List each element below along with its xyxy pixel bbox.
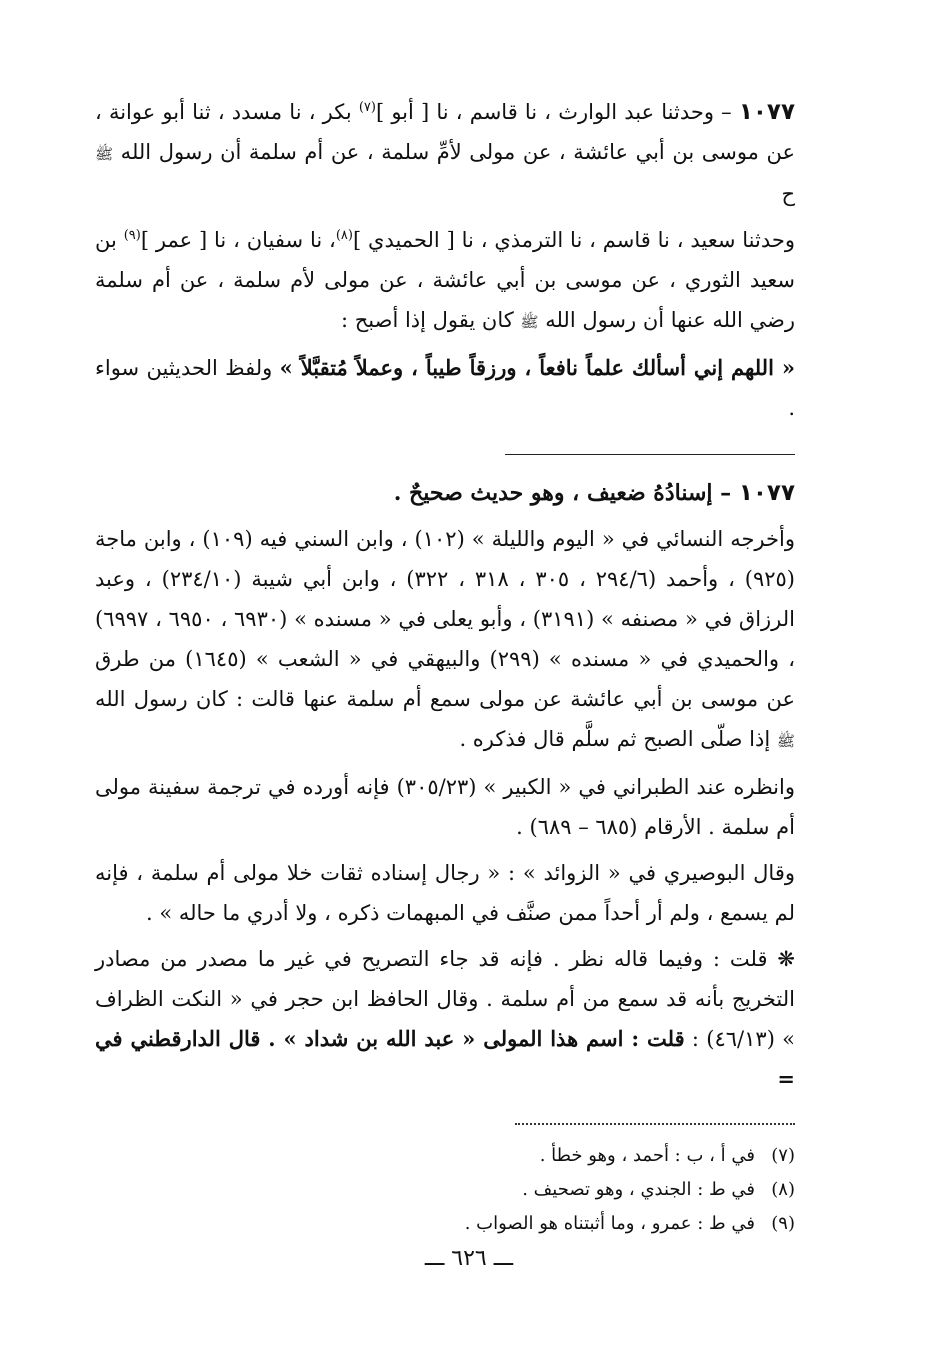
footnote-separator [515, 1123, 795, 1125]
footnote-8 [95, 1173, 795, 1207]
footnote-ref-8: (٨) [335, 228, 353, 243]
hadith-p2-d: كان يقول إذا أصبح : [340, 308, 521, 332]
salla-glyph: ﷺ [520, 313, 539, 331]
footnote-text: في ط : الجندي ، وهو تصحيف . [522, 1179, 755, 1200]
page-number: ـــ ٦٢٦ ـــ [424, 1246, 514, 1271]
footnote-text: في أ ، ب : أحمد ، وهو خطأ . [539, 1145, 755, 1166]
commentary-number: ١٠٧٧ [738, 480, 795, 506]
footnote-9 [95, 1207, 795, 1241]
footnote-ref-7: (٧) [358, 100, 376, 115]
footnote-number: (٨) [771, 1179, 795, 1200]
salla-glyph: ﷺ [95, 145, 114, 163]
hadith-paragraph-1 [95, 92, 795, 214]
hadith-p2-b: ، نا سفيان ، نا [ عمر ] [140, 228, 336, 252]
hadith-dash: – [714, 100, 739, 124]
footnote-text: في ط : عمرو ، وما أثبتناه هو الصواب . [464, 1213, 755, 1234]
commentary-c4-a: قلت : وفيما قاله نظر . فإنه قد جاء التصريح في غير ما مصدر من مصادر التخريج بأنه قد سمع من أم سلمة . وقال الحافظ ابن حجر في « النكت الظراف » (٤٦/١٣) : [95, 947, 796, 1051]
commentary-c4-b: قلت : اسم هذا المولى « عبد الله بن شداد » . قال الدارقطني في = [95, 1026, 795, 1091]
hadith-p1-end: ح [781, 182, 795, 206]
hadith-p1-rest: بكر ، نا مسدد ، ثنا أبو عوانة ، عن موسى بن أبي عائشة ، عن مولى لأمِّ سلمة ، عن أم سلمة أن رسول الله [95, 100, 795, 164]
hadith-p2-c: بن سعيد الثوري ، عن موسى بن أبي عائشة ، عن مولى لأم سلمة ، عن أم سلمة رضي الله عنها أن رسول الله [95, 228, 795, 332]
commentary-paragraph-3: وقال البوصيري في « الزوائد » : « رجال إسناده ثقات خلا مولى أم سلمة ، فإنه لم يسمع ، ولم أر أحداً ممن صنَّف في المبهمات ذكره ، ولا أدري ما حاله » . [95, 861, 795, 925]
commentary-heading [95, 473, 795, 513]
commentary-paragraph-4 [95, 939, 795, 1099]
dua-text: « اللهم إني أسألك علماً نافعاً ، ورزقاً طيباً ، وعملاً مُتقبَّلاً » [279, 355, 796, 380]
commentary-paragraph-1 [95, 519, 795, 761]
star-icon: ❋ [777, 947, 795, 971]
dua-rest: ولفظ الحديثين سواء . [95, 356, 795, 420]
hadith-p1-text: وحدثنا عبد الوارث ، نا قاسم ، نا [ أبو ] [375, 100, 715, 124]
hadith-number: ١٠٧٧ [738, 99, 795, 125]
section-separator [505, 454, 795, 455]
salla-glyph: ﷺ [776, 732, 795, 750]
commentary-paragraph-2: وانظره عند الطبراني في « الكبير » (٣٠٥/٢٣) فإنه أورده في ترجمة سفينة مولى أم سلمة . الأرقام (٦٨٥ – ٦٨٩) . [95, 775, 795, 839]
commentary-c1-b: إذا صلّى الصبح ثم سلَّم قال فذكره . [459, 727, 777, 751]
footnote-7 [95, 1139, 795, 1173]
commentary-heading-text: – إسنادُهُ ضعيف ، وهو حديث صحيحٌ . [393, 480, 739, 506]
footnote-ref-9: (٩) [123, 228, 141, 243]
footnote-number: (٧) [771, 1145, 795, 1166]
footnote-number: (٩) [771, 1213, 795, 1234]
dua-paragraph [95, 348, 795, 428]
hadith-paragraph-2 [95, 220, 795, 342]
hadith-p2-a: وحدثنا سعيد ، نا قاسم ، نا الترمذي ، نا [ الحميدي ] [352, 228, 795, 252]
page-body [95, 92, 795, 1241]
commentary-c1-a: وأخرجه النسائي في « اليوم والليلة » (١٠٢) ، وابن السني فيه (١٠٩) ، وابن ماجة (٩٢٥) ، وأحمد (٢٩٤/٦ ، ٣٠٥ ، ٣١٨ ، ٣٢٢) ، وابن أبي شيبة (٢٣٤/١٠) ، وعبد الرزاق في « مصنفه » (٣١٩١) ، وأبو يعلى في « مسنده » (٦٩٣٠ ، ٦٩٥٠ ، ٦٩٩٧) ، والحميدي في « مسنده » (٢٩٩) والبيهقي في « الشعب » (١٦٤٥) من طرق عن موسى بن أبي عائشة عن مولى سمع أم سلمة عنها قالت : كان رسول الله [95, 527, 796, 711]
